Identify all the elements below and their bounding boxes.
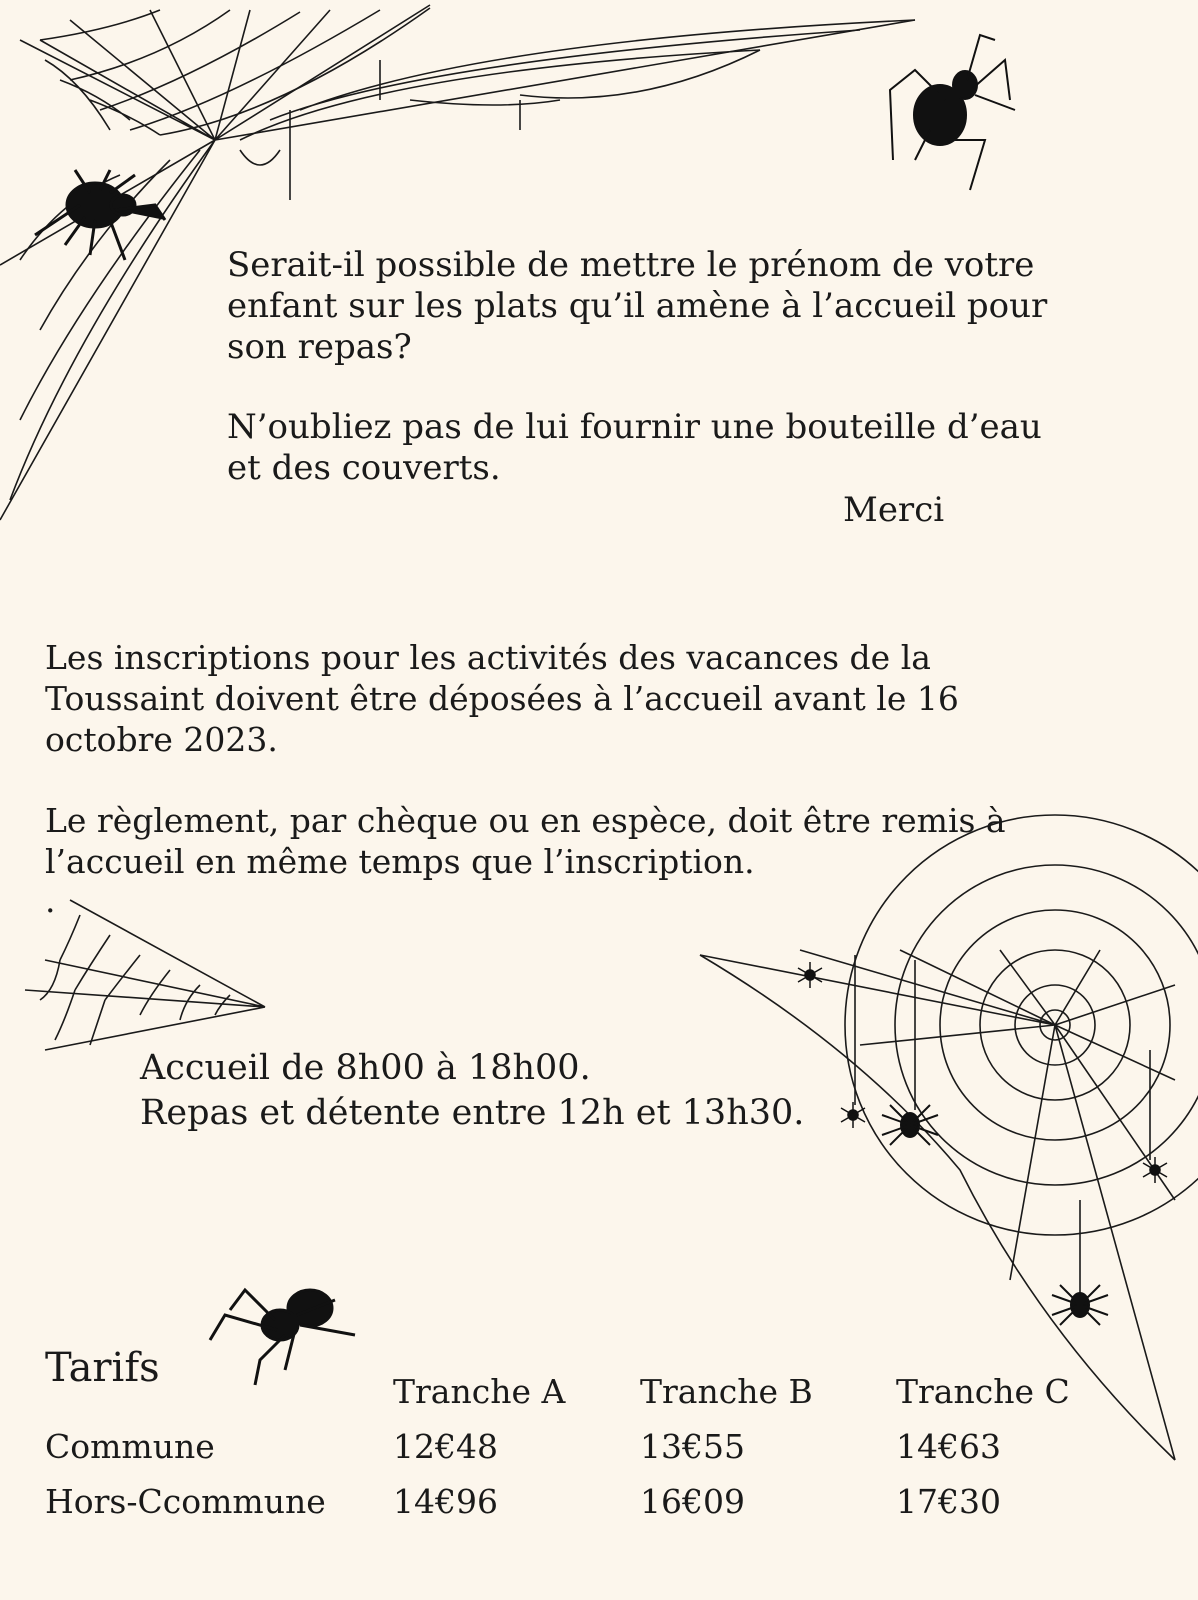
thanks: Merci [843,490,945,530]
price-cell: 12€48 [393,1427,498,1466]
meal-name-request: Serait-il possible de mettre le prénom de votre enfant sur les plats qu’il amène à l’accueil pour son repas? [227,245,1048,367]
spider-small-icon [838,1100,868,1130]
payment-instructions: Le règlement, par chèque ou en espèce, doit être remis à l’accueil en même temps que l’inscription. [45,801,1006,881]
row-label: Commune [45,1427,215,1466]
spider-hanging-icon [1050,1280,1110,1330]
water-reminder: N’oubliez pas de lui fournir une bouteille d’eau et des couverts. [227,407,1042,488]
stray-dot: . [45,881,56,920]
spider-top-right-icon [885,30,1025,200]
spider-small-icon [795,960,825,990]
price-cell: 14€96 [393,1482,498,1521]
price-cell: 17€30 [896,1482,1001,1521]
row-label: Hors-Ccommune [45,1482,326,1521]
spider-small-icon [1140,1155,1170,1185]
opening-hours: Accueil de 8h00 à 18h00. [140,1048,591,1088]
spider-tarifs-icon [205,1280,365,1390]
registration-deadline: Les inscriptions pour les activités des vacances de la Toussaint doivent être déposées à l’accueil avant le 16 octobre 2023. [45,638,959,759]
price-cell: 13€55 [640,1427,745,1466]
column-header: Tranche C [896,1372,1070,1411]
spider-top-left-icon [15,165,175,265]
price-cell: 16€09 [640,1482,745,1521]
spider-hanging-icon [880,1100,940,1150]
price-cell: 14€63 [896,1427,1001,1466]
column-header: Tranche A [393,1372,566,1411]
lunch-hours: Repas et détente entre 12h et 13h30. [140,1093,805,1133]
tarifs-title: Tarifs [45,1345,160,1391]
column-header: Tranche B [640,1372,813,1411]
